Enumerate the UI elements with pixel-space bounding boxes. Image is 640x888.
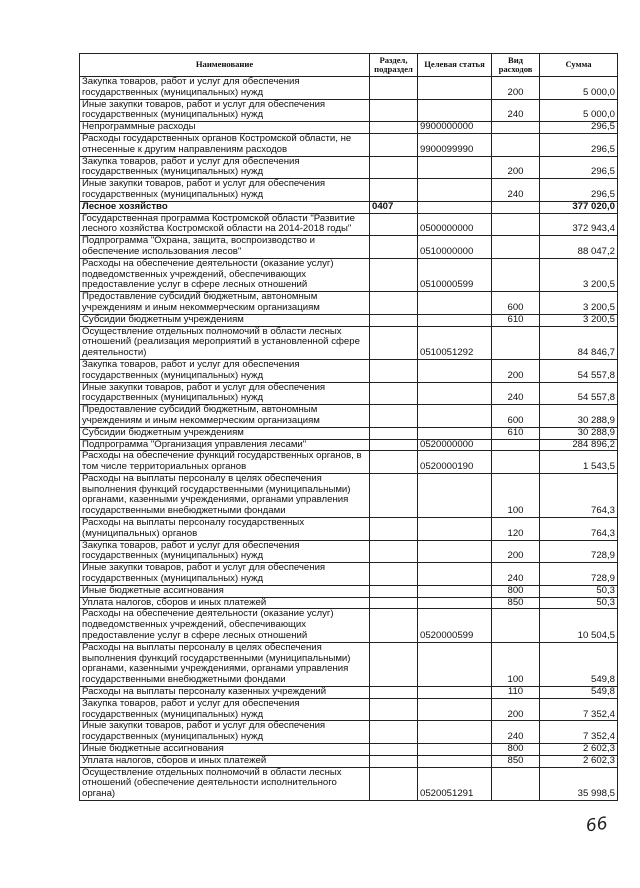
cell-target <box>418 563 492 586</box>
cell-target <box>418 540 492 563</box>
cell-sum: 30 288,9 <box>540 405 618 428</box>
cell-target <box>418 597 492 609</box>
cell-sum: 30 288,9 <box>540 427 618 439</box>
cell-name: Расходы на выплаты персоналу в целях обеспечения выполнения функций государственными (муниципальными) органами, казенными учреждениями, органами управления государственными внебюджетными фондами <box>80 642 370 686</box>
cell-sum: 3 200,5 <box>540 292 618 315</box>
cell-kind: 610 <box>492 314 540 326</box>
cell-section <box>370 721 418 744</box>
table-row <box>80 122 618 134</box>
cell-section <box>370 156 418 179</box>
cell-section <box>370 122 418 134</box>
cell-kind: 200 <box>492 540 540 563</box>
cell-section: 0407 <box>370 201 418 213</box>
table-row <box>80 314 618 326</box>
table-row <box>80 518 618 541</box>
cell-sum: 284 896,2 <box>540 439 618 451</box>
cell-kind: 800 <box>492 744 540 756</box>
cell-kind: 240 <box>492 99 540 122</box>
cell-section <box>370 405 418 428</box>
cell-target: 0510000000 <box>418 236 492 259</box>
table-header-row <box>80 54 618 77</box>
table-row <box>80 156 618 179</box>
cell-section <box>370 77 418 100</box>
cell-sum: 7 352,4 <box>540 698 618 721</box>
cell-sum: 5 000,0 <box>540 77 618 100</box>
cell-name: Закупка товаров, работ и услуг для обеспечения государственных (муниципальных) нужд <box>80 359 370 382</box>
cell-kind: 100 <box>492 473 540 517</box>
cell-name: Иные закупки товаров, работ и услуг для обеспечения государственных (муниципальных) нужд <box>80 563 370 586</box>
table-body <box>80 77 618 801</box>
table-row <box>80 439 618 451</box>
table-row <box>80 201 618 213</box>
cell-sum: 5 000,0 <box>540 99 618 122</box>
header-sum: Сумма <box>540 54 618 77</box>
cell-section <box>370 642 418 686</box>
cell-section <box>370 236 418 259</box>
cell-target: 9900000000 <box>418 122 492 134</box>
cell-sum: 296,5 <box>540 133 618 156</box>
cell-section <box>370 755 418 767</box>
cell-kind: 120 <box>492 518 540 541</box>
cell-target: 0520000000 <box>418 439 492 451</box>
table-row <box>80 687 618 699</box>
cell-section <box>370 540 418 563</box>
cell-kind: 240 <box>492 563 540 586</box>
page-number: 66 <box>584 813 609 837</box>
cell-sum: 3 200,5 <box>540 314 618 326</box>
cell-target <box>418 292 492 315</box>
cell-target <box>418 473 492 517</box>
cell-name: Закупка товаров, работ и услуг для обеспечения государственных (муниципальных) нужд <box>80 156 370 179</box>
table-row <box>80 755 618 767</box>
cell-section <box>370 597 418 609</box>
cell-kind: 600 <box>492 292 540 315</box>
table-row <box>80 359 618 382</box>
cell-sum: 764,3 <box>540 518 618 541</box>
cell-target <box>418 179 492 202</box>
cell-target <box>418 585 492 597</box>
table-row <box>80 451 618 474</box>
cell-name: Расходы на обеспечение деятельности (оказание услуг) подведомственных учреждений, обеспечивающих предоставление услуг в сфере лесных отношений <box>80 609 370 642</box>
cell-name: Расходы на обеспечение деятельности (оказание услуг) подведомственных учреждений, обеспечивающих предоставление услуг в сфере лесных отношений <box>80 258 370 291</box>
table-row <box>80 405 618 428</box>
table-row <box>80 258 618 291</box>
cell-name: Расходы на выплаты персоналу в целях обеспечения выполнения функций государственными (муниципальными) органами, казенными учреждениями, органами управления государственными внебюджетными фондами <box>80 473 370 517</box>
cell-name: Государственная программа Костромской области "Развитие лесного хозяйства Костромской области на 2014-2018 годы" <box>80 213 370 236</box>
cell-kind: 240 <box>492 721 540 744</box>
cell-name: Непрограммные расходы <box>80 122 370 134</box>
cell-name: Осуществление отдельных полномочий в области лесных отношений (обеспечение деятельности исполнительного органа) <box>80 767 370 800</box>
header-target: Целевая статья <box>418 54 492 77</box>
table-row <box>80 585 618 597</box>
cell-section <box>370 359 418 382</box>
cell-kind: 110 <box>492 687 540 699</box>
cell-target <box>418 156 492 179</box>
cell-kind <box>492 213 540 236</box>
cell-target <box>418 201 492 213</box>
cell-section <box>370 744 418 756</box>
cell-name: Расходы на выплаты персоналу казенных учреждений <box>80 687 370 699</box>
document-page <box>79 53 617 801</box>
cell-name: Осуществление отдельных полномочий в области лесных отношений (реализация мероприятий в установленной сфере деятельности) <box>80 326 370 359</box>
cell-section <box>370 609 418 642</box>
cell-name: Предоставление субсидий бюджетным, автономным учреждениям и иным некоммерческим организациям <box>80 292 370 315</box>
cell-kind: 200 <box>492 77 540 100</box>
cell-sum: 2 602,3 <box>540 755 618 767</box>
cell-section <box>370 99 418 122</box>
table-row <box>80 597 618 609</box>
cell-target <box>418 687 492 699</box>
header-kind: Вид расходов <box>492 54 540 77</box>
cell-kind: 100 <box>492 642 540 686</box>
cell-sum: 50,3 <box>540 597 618 609</box>
cell-section <box>370 439 418 451</box>
cell-name: Закупка товаров, работ и услуг для обеспечения государственных (муниципальных) нужд <box>80 698 370 721</box>
cell-kind: 200 <box>492 156 540 179</box>
cell-kind <box>492 201 540 213</box>
cell-name: Иные закупки товаров, работ и услуг для обеспечения государственных (муниципальных) нужд <box>80 721 370 744</box>
cell-sum: 50,3 <box>540 585 618 597</box>
cell-section <box>370 687 418 699</box>
cell-kind <box>492 122 540 134</box>
cell-kind: 850 <box>492 755 540 767</box>
cell-sum: 728,9 <box>540 540 618 563</box>
cell-name: Уплата налогов, сборов и иных платежей <box>80 597 370 609</box>
cell-section <box>370 427 418 439</box>
cell-sum: 764,3 <box>540 473 618 517</box>
cell-target: 0500000000 <box>418 213 492 236</box>
cell-kind <box>492 439 540 451</box>
cell-kind <box>492 326 540 359</box>
cell-kind <box>492 133 540 156</box>
cell-target <box>418 382 492 405</box>
table-row <box>80 744 618 756</box>
table-row <box>80 213 618 236</box>
cell-target: 0520051291 <box>418 767 492 800</box>
table-row <box>80 642 618 686</box>
cell-sum: 372 943,4 <box>540 213 618 236</box>
table-row <box>80 236 618 259</box>
table-row <box>80 609 618 642</box>
cell-section <box>370 767 418 800</box>
cell-kind: 600 <box>492 405 540 428</box>
cell-name: Субсидии бюджетным учреждениям <box>80 427 370 439</box>
cell-section <box>370 179 418 202</box>
cell-sum: 728,9 <box>540 563 618 586</box>
cell-section <box>370 258 418 291</box>
cell-name: Подпрограмма "Организация управления лесами" <box>80 439 370 451</box>
cell-sum: 296,5 <box>540 122 618 134</box>
cell-sum: 88 047,2 <box>540 236 618 259</box>
cell-name: Иные закупки товаров, работ и услуг для обеспечения государственных (муниципальных) нужд <box>80 179 370 202</box>
cell-kind: 800 <box>492 585 540 597</box>
cell-name: Иные бюджетные ассигнования <box>80 585 370 597</box>
cell-target <box>418 721 492 744</box>
cell-target <box>418 359 492 382</box>
cell-kind <box>492 236 540 259</box>
cell-kind <box>492 451 540 474</box>
cell-sum: 296,5 <box>540 179 618 202</box>
cell-sum: 549,8 <box>540 687 618 699</box>
cell-target <box>418 755 492 767</box>
cell-kind <box>492 609 540 642</box>
cell-section <box>370 585 418 597</box>
cell-kind: 200 <box>492 359 540 382</box>
cell-sum: 1 543,5 <box>540 451 618 474</box>
cell-name: Расходы на выплаты персоналу государственных (муниципальных) органов <box>80 518 370 541</box>
cell-target <box>418 427 492 439</box>
cell-name: Предоставление субсидий бюджетным, автономным учреждениям и иным некоммерческим организациям <box>80 405 370 428</box>
table-row <box>80 473 618 517</box>
cell-kind: 240 <box>492 179 540 202</box>
cell-section <box>370 451 418 474</box>
table-row <box>80 721 618 744</box>
cell-name: Лесное хозяйство <box>80 201 370 213</box>
cell-sum: 54 557,8 <box>540 359 618 382</box>
cell-target <box>418 744 492 756</box>
cell-name: Субсидии бюджетным учреждениям <box>80 314 370 326</box>
cell-section <box>370 292 418 315</box>
cell-target <box>418 642 492 686</box>
cell-name: Закупка товаров, работ и услуг для обеспечения государственных (муниципальных) нужд <box>80 540 370 563</box>
table-row <box>80 382 618 405</box>
cell-section <box>370 213 418 236</box>
table-row <box>80 767 618 800</box>
cell-target: 9900099990 <box>418 133 492 156</box>
table-row <box>80 179 618 202</box>
cell-section <box>370 698 418 721</box>
header-name: Наименование <box>80 54 370 77</box>
cell-target: 0520000190 <box>418 451 492 474</box>
cell-sum: 10 504,5 <box>540 609 618 642</box>
table-row <box>80 77 618 100</box>
cell-sum: 549,8 <box>540 642 618 686</box>
cell-section <box>370 563 418 586</box>
cell-name: Иные закупки товаров, работ и услуг для обеспечения государственных (муниципальных) нужд <box>80 99 370 122</box>
cell-target: 0510000599 <box>418 258 492 291</box>
cell-section <box>370 382 418 405</box>
cell-name: Иные бюджетные ассигнования <box>80 744 370 756</box>
table-row <box>80 292 618 315</box>
budget-table <box>79 53 618 801</box>
cell-target <box>418 518 492 541</box>
cell-target <box>418 314 492 326</box>
table-row <box>80 326 618 359</box>
cell-section <box>370 314 418 326</box>
cell-kind: 240 <box>492 382 540 405</box>
cell-sum: 35 998,5 <box>540 767 618 800</box>
cell-sum: 84 846,7 <box>540 326 618 359</box>
table-row <box>80 563 618 586</box>
cell-section <box>370 133 418 156</box>
cell-kind: 200 <box>492 698 540 721</box>
cell-name: Подпрограмма "Охрана, защита, воспроизводство и обеспечение использования лесов" <box>80 236 370 259</box>
cell-section <box>370 473 418 517</box>
cell-section <box>370 326 418 359</box>
cell-target <box>418 99 492 122</box>
cell-name: Уплата налогов, сборов и иных платежей <box>80 755 370 767</box>
cell-sum: 54 557,8 <box>540 382 618 405</box>
cell-sum: 3 200,5 <box>540 258 618 291</box>
cell-name: Закупка товаров, работ и услуг для обеспечения государственных (муниципальных) нужд <box>80 77 370 100</box>
cell-name: Расходы государственных органов Костромской области, не отнесенные к другим направлениям расходов <box>80 133 370 156</box>
cell-target <box>418 405 492 428</box>
header-section: Раздел, подраздел <box>370 54 418 77</box>
cell-name: Иные закупки товаров, работ и услуг для обеспечения государственных (муниципальных) нужд <box>80 382 370 405</box>
cell-target: 0510051292 <box>418 326 492 359</box>
table-row <box>80 99 618 122</box>
cell-sum: 2 602,3 <box>540 744 618 756</box>
cell-kind <box>492 258 540 291</box>
cell-sum: 296,5 <box>540 156 618 179</box>
cell-kind: 610 <box>492 427 540 439</box>
cell-target: 0520000599 <box>418 609 492 642</box>
cell-target <box>418 77 492 100</box>
table-row <box>80 133 618 156</box>
cell-section <box>370 518 418 541</box>
table-row <box>80 698 618 721</box>
cell-name: Расходы на обеспечение функций государственных органов, в том числе территориальных органов <box>80 451 370 474</box>
table-row <box>80 540 618 563</box>
cell-kind <box>492 767 540 800</box>
cell-target <box>418 698 492 721</box>
cell-sum: 7 352,4 <box>540 721 618 744</box>
table-row <box>80 427 618 439</box>
cell-kind: 850 <box>492 597 540 609</box>
cell-sum: 377 020,0 <box>540 201 618 213</box>
